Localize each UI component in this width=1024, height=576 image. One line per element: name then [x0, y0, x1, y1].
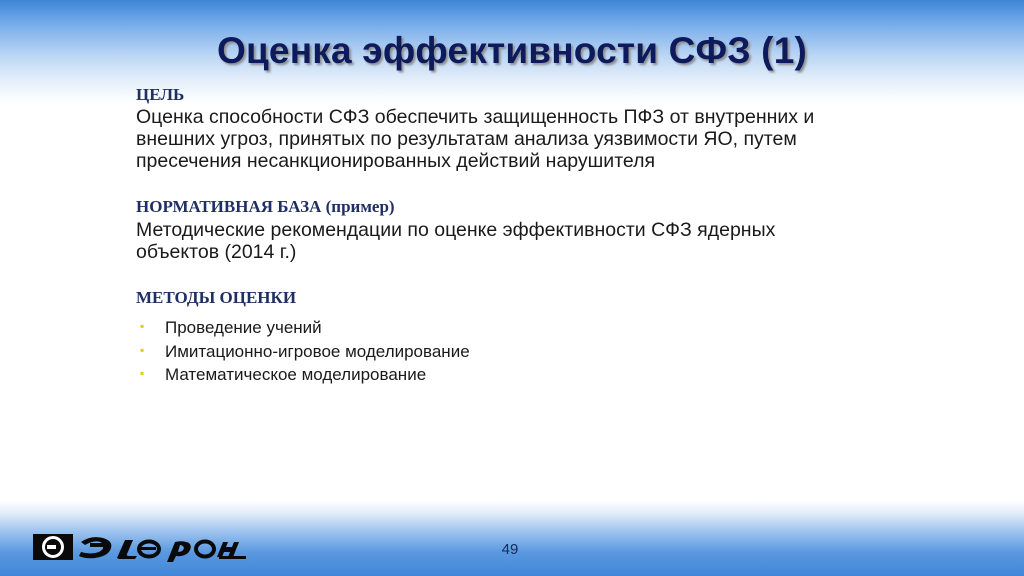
- square-bullet-icon: ▪: [140, 319, 145, 333]
- square-bullet-icon: ▪: [140, 342, 145, 357]
- square-bullet-icon: ▪: [140, 366, 145, 380]
- list-item: [136, 340, 470, 364]
- regulatory-heading: НОРМАТИВНАЯ БАЗА (пример): [136, 197, 395, 216]
- list-item-label: Проведение учений: [165, 318, 322, 337]
- goal-heading: ЦЕЛЬ: [136, 85, 185, 104]
- list-item: [136, 316, 470, 340]
- goal-line: Оценка способности СФЗ обеспечить защищенность ПФЗ от внутренних и: [136, 106, 815, 128]
- goal-line: внешних угроз, принятых по результатам анализа уязвимости ЯО, путем: [136, 128, 797, 150]
- eleron-logo-icon: [33, 532, 247, 562]
- list-item-label: Математическое моделирование: [165, 365, 427, 384]
- regulatory-line: Методические рекомендации по оценке эффективности СФЗ ядерных: [136, 219, 776, 241]
- slide-title: Оценка эффективности СФЗ (1): [217, 30, 807, 71]
- list-item-label: Имитационно-игровое моделирование: [165, 341, 470, 361]
- regulatory-text: [136, 219, 896, 263]
- goal-line: пресечения несанкционированных действий нарушителя: [136, 150, 656, 172]
- methods-heading: МЕТОДЫ ОЦЕНКИ: [136, 288, 297, 307]
- regulatory-line: объектов (2014 г.): [136, 241, 297, 263]
- list-item: [136, 363, 470, 387]
- methods-list: [136, 316, 470, 387]
- page-number: 49: [501, 541, 519, 558]
- goal-text: [136, 106, 896, 172]
